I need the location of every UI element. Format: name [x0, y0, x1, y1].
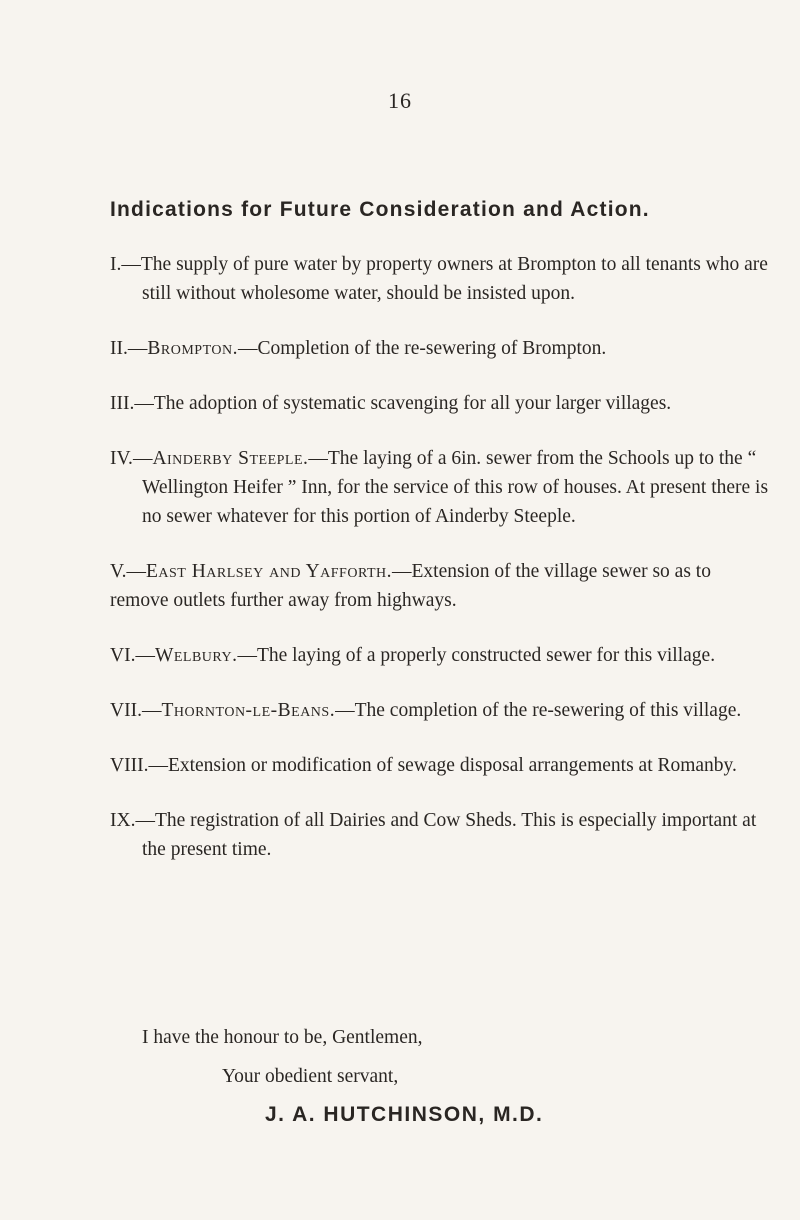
- item-numeral: I.: [110, 254, 122, 275]
- item-numeral: IX.: [110, 810, 136, 831]
- item-text: The adoption of systematic scavenging for all your larger villages.: [153, 393, 672, 414]
- list-item: VII.—Thornton-le-Beans.—The completion of the re-sewering of this village.: [110, 700, 742, 721]
- item-numeral: VII.: [110, 700, 142, 721]
- item-place: Ainderby Steeple.: [152, 448, 309, 469]
- list-item: II.—Brompton.—Completion of the re-sewering of Brompton.: [110, 338, 607, 359]
- item-text: Completion of the re-sewering of Brompton.: [257, 338, 607, 359]
- list-item: V.—East Harlsey and Yafforth.—Extension of the village sewer so as to remove outlets further away from highways.: [110, 561, 711, 611]
- item-numeral: IV.: [110, 448, 133, 469]
- item-place: Brompton.: [147, 338, 238, 359]
- closing-line: I have the honour to be, Gentlemen,: [142, 1027, 423, 1048]
- item-text: Extension or modification of sewage disposal arrangements at Romanby.: [167, 755, 737, 776]
- list-item: IV.—Ainderby Steeple.—The laying of a 6in. sewer from the Schools up to the “ Wellington Heifer ” Inn, for the service of this row of houses. At present there is no sewer whatever for this portion of Ainderby Steeple.: [110, 448, 769, 527]
- item-numeral: VIII.: [110, 755, 149, 776]
- list-item: VI.—Welbury.—The laying of a properly constructed sewer for this village.: [110, 645, 716, 666]
- item-text: The laying of a properly constructed sewer for this village.: [256, 645, 716, 666]
- item-text: The completion of the re-sewering of this village.: [354, 700, 742, 721]
- list-item: I.—The supply of pure water by property owners at Brompton to all tenants who are still without wholesome water, should be insisted upon.: [110, 254, 768, 304]
- item-text: The supply of pure water by property owners at Brompton to all tenants who are still without wholesome water, should be insisted upon.: [140, 254, 768, 304]
- item-numeral: V.: [110, 561, 127, 582]
- item-text: The laying of a 6in. sewer from the Schools up to the “ Wellington Heifer ” Inn, for the service of this row of houses. At present there is no sewer whatever for this portion of Ainderby Steeple.: [142, 448, 769, 527]
- recommendation-list: [110, 250, 770, 890]
- page-number: 16: [388, 88, 412, 113]
- list-item: IX.—The registration of all Dairies and Cow Sheds. This is especially important at the present time.: [110, 810, 757, 860]
- section-heading: Indications for Future Consideration and Action.: [110, 198, 650, 221]
- item-text: Extension of the village sewer so as to remove outlets further away from highways.: [110, 561, 711, 611]
- item-place: East Harlsey and Yafforth.: [145, 561, 392, 582]
- item-numeral: III.: [110, 393, 135, 414]
- item-numeral: VI.: [110, 645, 136, 666]
- item-numeral: II.: [110, 338, 128, 359]
- item-place: Thornton-le-Beans.: [161, 700, 336, 721]
- item-text: The registration of all Dairies and Cow Sheds. This is especially important at the present time.: [142, 810, 757, 860]
- list-item: III.—The adoption of systematic scavenging for all your larger villages.: [110, 393, 672, 414]
- sign-off-line: Your obedient servant,: [222, 1066, 399, 1087]
- signature: J. A. HUTCHINSON, M.D.: [265, 1103, 544, 1126]
- item-place: Welbury.: [154, 645, 238, 666]
- list-item: VIII.—Extension or modification of sewage disposal arrangements at Romanby.: [110, 755, 737, 776]
